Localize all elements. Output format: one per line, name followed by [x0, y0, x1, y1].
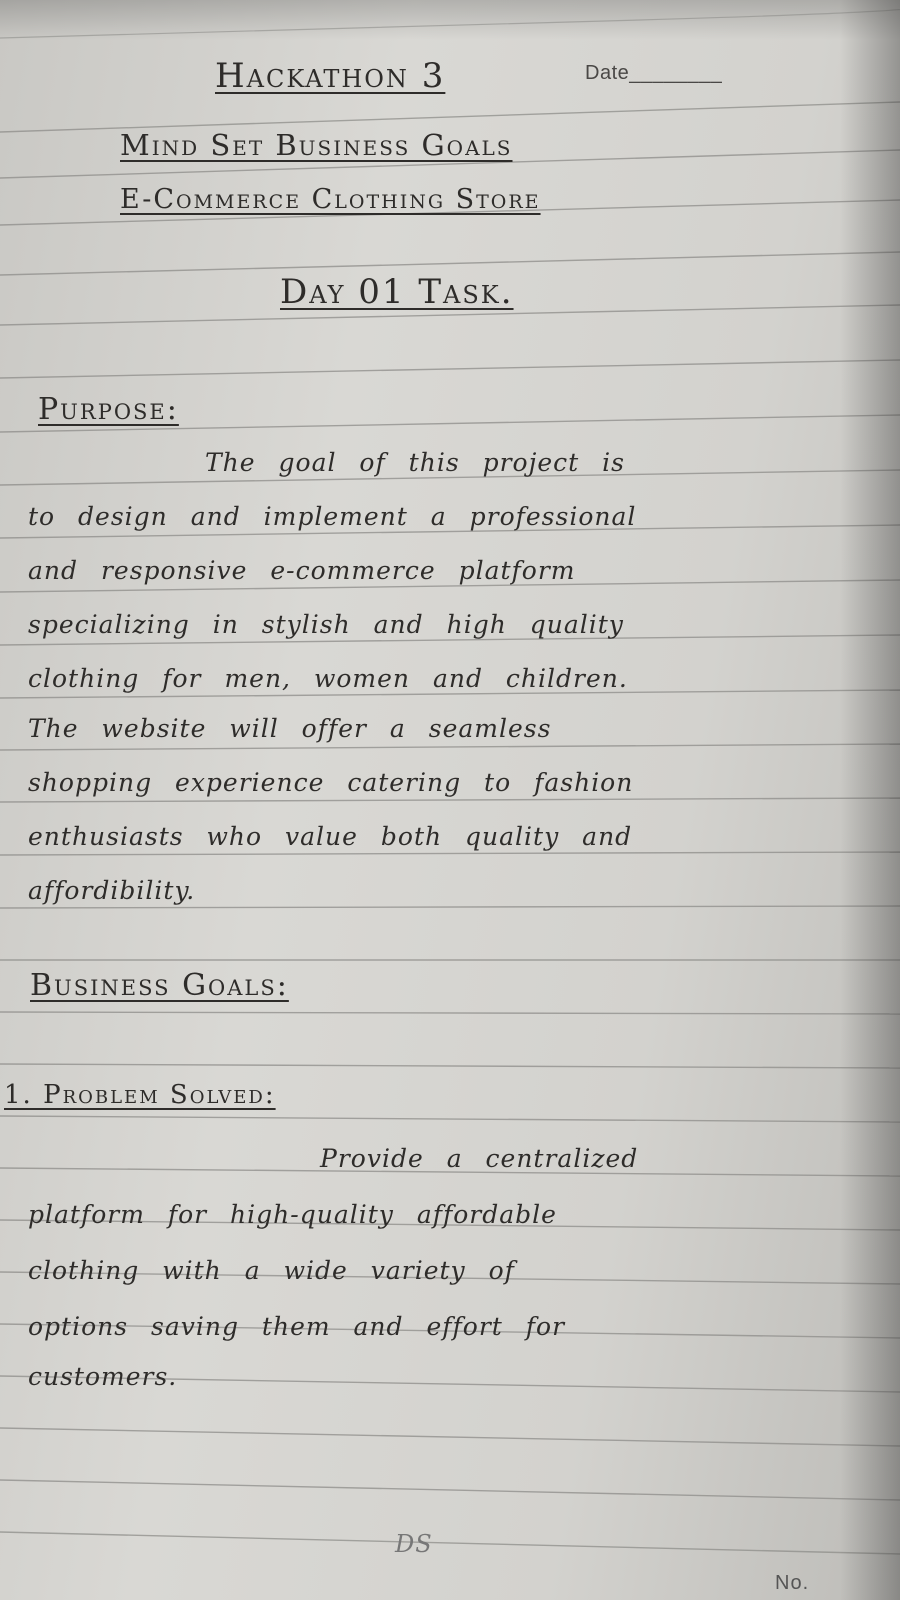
business-goals-heading: Business Goals:: [30, 968, 289, 1003]
problem-solved-heading: 1. Problem Solved:: [4, 1080, 276, 1110]
purpose-line-6: The website will offer a seamless: [28, 714, 552, 743]
problem-line-2: platform for high-quality affordable: [28, 1200, 557, 1229]
purpose-line-8: enthusiasts who value both quality and: [28, 822, 633, 851]
purpose-line-3: and responsive e-commerce platform: [28, 556, 576, 585]
page-title: Hackathon 3: [215, 56, 446, 96]
date-label: Date________: [585, 62, 723, 84]
subtitle-line-2: E-Commerce Clothing Store: [120, 184, 541, 215]
day-task-heading: Day 01 Task.: [280, 272, 514, 312]
purpose-heading: Purpose:: [38, 392, 179, 427]
purpose-line-4: specializing in stylish and high quality: [28, 610, 624, 639]
page-number-label: No.: [775, 1572, 810, 1594]
footer-scribble: DS: [395, 1530, 433, 1558]
problem-line-5: customers.: [28, 1362, 178, 1391]
problem-line-1: Provide a centralized: [320, 1144, 639, 1173]
purpose-line-2: to design and implement a professional: [28, 502, 637, 531]
problem-line-3: clothing with a wide variety of: [28, 1256, 515, 1285]
purpose-line-9: affordibility.: [28, 876, 196, 905]
purpose-line-1: The goal of this project is: [205, 448, 625, 477]
problem-line-4: options saving them and effort for: [28, 1312, 566, 1341]
page-curve-shadow: [840, 0, 900, 1600]
purpose-line-5: clothing for men, women and children.: [28, 664, 628, 693]
subtitle-line-1: Mind Set Business Goals: [120, 128, 513, 162]
purpose-line-7: shopping experience catering to fashion: [28, 768, 634, 797]
